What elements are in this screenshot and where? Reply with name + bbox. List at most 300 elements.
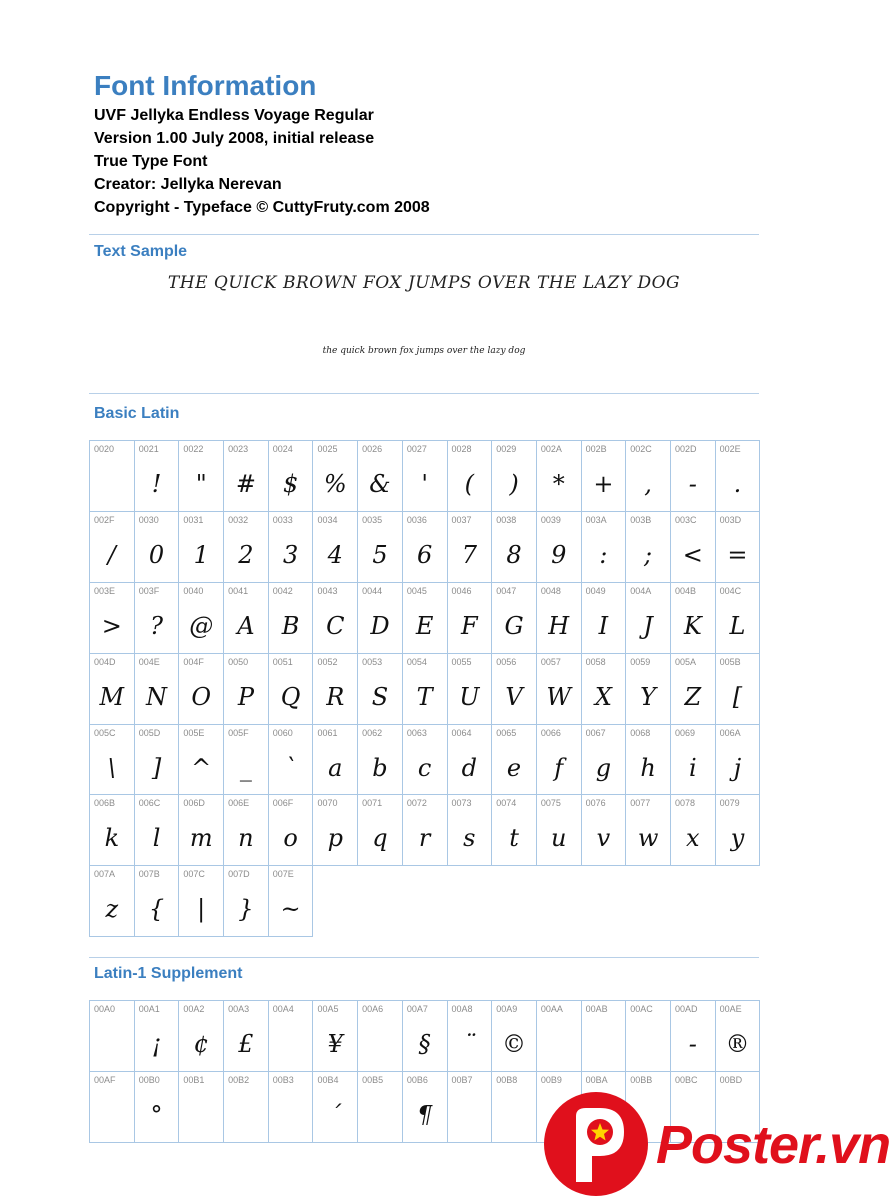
glyph-code: 00B1 [183,1074,205,1085]
glyph-char: ) [509,470,519,498]
glyph-char: D [370,611,390,640]
glyph-char: ^ [191,753,212,782]
sample-lowercase: the quick brown fox jumps over the lazy dog [322,346,526,356]
glyph-code: 0043 [317,585,338,596]
glyph-row [90,654,760,725]
glyph-cell [626,1001,671,1072]
glyph-char: % [323,470,347,498]
glyph-code: 007A [94,869,116,880]
glyph-cell [269,441,314,512]
font-name: UVF Jellyka Endless Voyage Regular [94,107,374,124]
glyph-code: 0037 [451,514,472,525]
glyph-code: 0031 [183,514,204,525]
glyph-cell [224,795,269,866]
glyph-cell [90,866,135,937]
glyph-cell [448,1072,493,1143]
glyph-cell [492,795,537,866]
glyph-char: 0 [148,540,165,569]
glyph-code: 0066 [540,727,561,738]
glyph-cell [403,1001,448,1072]
glyph-char: ] [151,753,162,782]
glyph-grid-basic-latin [89,440,760,937]
glyph-char: ' [421,470,428,498]
glyph-char: g [595,753,612,782]
glyph-code: 004D [94,656,116,667]
glyph-cell [313,654,358,725]
glyph-cell [716,654,761,725]
glyph-code: 0041 [228,585,249,596]
glyph-code: 00B9 [540,1074,562,1085]
glyph-cell [626,795,671,866]
glyph-code: 00A4 [272,1004,294,1014]
glyph-char: > [101,611,122,640]
glyph-code: 0042 [272,585,293,596]
glyph-char: T [416,682,433,711]
glyph-cell [90,725,135,796]
glyph-code: 00A9 [496,1004,518,1014]
glyph-cell [313,441,358,512]
glyph-code: 0079 [719,798,740,809]
glyph-row [90,583,760,654]
glyph-cell [716,1001,761,1072]
glyph-char: 8 [506,540,522,569]
glyph-char: * [552,470,565,498]
glyph-code: 0025 [317,444,338,454]
glyph-code: 006E [228,798,250,809]
glyph-cell [135,866,180,937]
glyph-code: 0054 [406,656,427,667]
section-heading-text-sample: Text Sample [94,243,188,260]
glyph-char: X [594,682,612,711]
glyph-cell [626,512,671,583]
glyph-cell [537,1001,582,1072]
glyph-row [90,795,760,866]
glyph-cell [313,1001,358,1072]
glyph-cell [269,654,314,725]
glyph-cell [671,583,716,654]
glyph-code: 002F [94,514,115,525]
glyph-cell [269,725,314,796]
glyph-cell [179,1001,224,1072]
glyph-cell [448,512,493,583]
glyph-code: 0075 [540,798,561,809]
glyph-char: { [148,895,165,924]
glyph-code: 00BA [585,1074,608,1085]
glyph-code: 00A6 [362,1004,384,1014]
glyph-code: 0056 [496,656,517,667]
glyph-code: 004F [183,656,204,667]
glyph-char: \ [107,753,116,782]
glyph-char: N [146,682,168,711]
glyph-cell [358,441,403,512]
glyph-char: I [598,611,609,640]
glyph-char: l [152,824,161,853]
glyph-cell [90,441,135,512]
glyph-char: ° [150,1100,163,1129]
glyph-code: 003A [585,514,607,525]
glyph-cell [90,795,135,866]
glyph-code: 003C [674,514,697,525]
glyph-code: 00A5 [317,1004,339,1014]
glyph-char: k [104,824,120,853]
glyph-code: 0062 [362,727,383,738]
glyph-code: 004A [630,585,652,596]
glyph-char: [ [732,682,743,711]
glyph-cell [403,654,448,725]
glyph-char: ´ [329,1100,342,1129]
glyph-char: p [327,824,343,853]
glyph-char: R [326,682,345,711]
glyph-code: 004E [138,656,160,667]
glyph-code: 00B3 [272,1074,294,1085]
glyph-cell [224,654,269,725]
glyph-code: 0040 [183,585,204,596]
glyph-char: J [643,611,653,640]
glyph-code: 006F [272,798,294,809]
glyph-char: 6 [417,540,433,569]
glyph-code: 0071 [362,798,383,809]
glyph-code: 0022 [183,444,204,454]
glyph-cell [716,795,761,866]
glyph-code: 007D [228,869,250,880]
glyph-char: f [554,753,564,782]
glyph-code: 00B8 [496,1074,518,1085]
glyph-row [90,441,760,512]
glyph-code: 0039 [540,514,561,525]
glyph-code: 0030 [138,514,159,525]
glyph-row [90,1001,760,1072]
glyph-cell [537,512,582,583]
glyph-code: 00AC [630,1004,653,1014]
glyph-cell [90,583,135,654]
glyph-code: 0024 [272,444,293,454]
glyph-code: 0067 [585,727,606,738]
glyph-code: 0021 [138,444,159,454]
glyph-code: 00A3 [228,1004,250,1014]
glyph-char: m [189,824,213,853]
glyph-cell [403,795,448,866]
glyph-code: 00AE [719,1004,742,1014]
glyph-cell [537,725,582,796]
glyph-char: r [418,824,431,853]
glyph-cell [358,512,403,583]
glyph-char: £ [238,1030,254,1058]
glyph-cell [448,1001,493,1072]
glyph-char: 9 [551,540,567,569]
glyph-code: 007C [183,869,205,880]
glyph-code: 0063 [406,727,427,738]
glyph-cell [582,583,627,654]
glyph-code: 004C [719,585,742,596]
divider [89,393,759,394]
glyph-char: ! [151,470,162,498]
glyph-cell [358,1001,403,1072]
glyph-char: b [372,753,388,782]
glyph-code: 0050 [228,656,249,667]
glyph-char: d [461,753,478,782]
glyph-char: q [372,824,388,853]
divider [89,234,759,235]
glyph-char: ? [150,611,163,640]
glyph-row [90,725,760,796]
glyph-code: 0058 [585,656,606,667]
glyph-cell [179,725,224,796]
glyph-code: 0038 [496,514,517,525]
glyph-char: ¶ [417,1100,433,1129]
glyph-cell [537,583,582,654]
glyph-cell [626,441,671,512]
glyph-code: 00A0 [94,1004,116,1014]
glyph-cell [269,866,314,937]
glyph-cell [313,512,358,583]
glyph-code: 0068 [630,727,651,738]
glyph-cell [135,654,180,725]
glyph-char: 5 [372,540,388,569]
glyph-code: 002E [719,444,741,454]
glyph-cell [179,441,224,512]
glyph-char: 1 [193,540,209,569]
glyph-cell [179,583,224,654]
glyph-cell [313,1072,358,1143]
glyph-code: 003F [138,585,160,596]
glyph-char: . [733,470,742,498]
glyph-code: 0074 [496,798,517,809]
glyph-code: 0023 [228,444,249,454]
glyph-cell [537,441,582,512]
glyph-char: @ [189,611,214,640]
glyph-cell [626,725,671,796]
glyph-char: ¢ [193,1030,209,1058]
glyph-code: 006C [138,798,161,809]
glyph-char: u [550,824,567,853]
glyph-char: V [505,682,523,711]
glyph-cell [358,1072,403,1143]
glyph-char: 7 [461,540,477,569]
glyph-char: W [546,682,572,711]
watermark-logo [544,1092,890,1196]
glyph-cell [403,583,448,654]
glyph-row [90,866,760,937]
section-heading-basic-latin: Basic Latin [94,405,180,422]
glyph-code: 0053 [362,656,383,667]
glyph-cell [224,725,269,796]
glyph-char: - [688,470,697,498]
font-version: Version 1.00 July 2008, initial release [94,130,375,147]
glyph-code: 0055 [451,656,472,667]
glyph-code: 00BD [719,1074,743,1085]
glyph-code: 004B [674,585,696,596]
glyph-code: 0078 [674,798,695,809]
glyph-cell [671,654,716,725]
glyph-code: 006B [94,798,116,809]
glyph-code: 00AD [674,1004,698,1014]
glyph-char: Q [280,682,301,711]
glyph-char: H [548,611,570,640]
glyph-char: G [504,611,524,640]
glyph-char: Y [640,682,657,711]
glyph-code: 003B [630,514,652,525]
glyph-cell [358,725,403,796]
glyph-code: 0059 [630,656,651,667]
glyph-code: 00B6 [406,1074,428,1085]
glyph-char: e [506,753,522,782]
glyph-cell [448,441,493,512]
glyph-char: _ [239,753,252,782]
glyph-cell [224,441,269,512]
glyph-cell [671,1001,716,1072]
glyph-code: 00BC [674,1074,698,1085]
glyph-code: 00BB [630,1074,653,1085]
glyph-row [90,512,760,583]
glyph-cell [224,866,269,937]
glyph-code: 0060 [272,727,293,738]
divider [89,957,759,958]
glyph-cell [90,1001,135,1072]
glyph-cell [448,725,493,796]
glyph-cell [224,512,269,583]
glyph-code: 0076 [585,798,606,809]
glyph-code: 0057 [540,656,561,667]
glyph-cell [492,654,537,725]
glyph-cell [224,583,269,654]
glyph-cell [90,512,135,583]
font-copyright: Copyright - Typeface © CuttyFruty.com 2008 [94,199,430,216]
glyph-cell [448,795,493,866]
glyph-code: 0029 [496,444,517,454]
glyph-char: ¥ [327,1030,343,1058]
glyph-cell [269,512,314,583]
glyph-char: F [461,611,478,640]
glyph-cell [179,866,224,937]
glyph-char: | [197,895,206,924]
glyph-cell [269,1001,314,1072]
font-type: True Type Font [94,153,208,170]
glyph-cell [135,1072,180,1143]
glyph-code: 00AB [585,1004,608,1014]
glyph-cell [537,654,582,725]
glyph-code: 00AA [540,1004,563,1014]
glyph-code: 005C [94,727,116,738]
glyph-char: ® [725,1030,750,1058]
glyph-code: 005E [183,727,205,738]
glyph-char: L [729,611,746,640]
glyph-char: ` [284,753,297,782]
glyph-cell [135,583,180,654]
glyph-char: y [730,824,745,853]
glyph-char: E [415,611,434,640]
glyph-cell [492,583,537,654]
glyph-char: © [502,1030,527,1058]
glyph-cell [492,1072,537,1143]
glyph-char: n [238,824,254,853]
glyph-code: 0072 [406,798,427,809]
glyph-cell [224,1001,269,1072]
glyph-cell [358,795,403,866]
p-star-logo-icon [544,1092,648,1196]
section-heading-latin-1: Latin-1 Supplement [94,965,243,982]
glyph-code: 0049 [585,585,606,596]
glyph-cell [269,795,314,866]
glyph-char: , [644,470,652,498]
glyph-cell [90,1072,135,1143]
glyph-code: 0073 [451,798,472,809]
glyph-code: 0028 [451,444,472,454]
glyph-code: 0051 [272,656,293,667]
glyph-code: 00A7 [406,1004,428,1014]
glyph-char: 2 [238,540,254,569]
glyph-cell [135,725,180,796]
glyph-cell [179,654,224,725]
glyph-cell [403,725,448,796]
glyph-cell [582,441,627,512]
glyph-code: 002D [674,444,697,454]
glyph-char: ¡ [151,1030,162,1058]
glyph-cell [90,654,135,725]
glyph-cell [403,441,448,512]
glyph-code: 00A8 [451,1004,473,1014]
glyph-char: ~ [280,895,301,924]
glyph-cell [358,583,403,654]
glyph-char: o [283,824,298,853]
glyph-char: : [599,540,608,569]
glyph-cell [135,441,180,512]
glyph-cell [492,512,537,583]
glyph-char: s [463,824,476,853]
glyph-char: & [369,470,391,498]
glyph-code: 002C [630,444,652,454]
sample-uppercase: THE QUICK BROWN FOX JUMPS OVER THE LAZY DOG [167,273,681,293]
glyph-char: ¨ [463,1030,476,1058]
glyph-code: 005F [228,727,249,738]
glyph-cell [626,654,671,725]
glyph-code: 0070 [317,798,338,809]
glyph-char: t [509,824,519,853]
glyph-cell [492,725,537,796]
glyph-char: c [417,753,432,782]
glyph-char: / [107,540,116,569]
glyph-char: - [688,1030,697,1058]
glyph-char: Z [684,682,702,711]
glyph-cell [492,441,537,512]
glyph-char: w [637,824,659,853]
glyph-char: U [459,682,480,711]
glyph-cell [313,795,358,866]
glyph-cell [716,441,761,512]
glyph-char: x [686,824,700,853]
glyph-code: 0027 [406,444,427,454]
glyph-code: 00B4 [317,1074,339,1085]
glyph-cell [582,512,627,583]
glyph-cell [448,654,493,725]
glyph-code: 00B2 [228,1074,250,1085]
glyph-char: i [688,753,697,782]
glyph-code: 0052 [317,656,338,667]
glyph-code: 0035 [362,514,383,525]
glyph-char: # [235,470,256,498]
glyph-code: 0045 [406,585,427,596]
font-info-block [94,104,430,219]
glyph-char: v [596,824,611,853]
glyph-code: 0036 [406,514,427,525]
glyph-code: 0033 [272,514,293,525]
glyph-cell [179,512,224,583]
glyph-cell [179,1072,224,1143]
glyph-char: ( [464,470,475,498]
glyph-code: 007E [272,869,294,880]
glyph-code: 0046 [451,585,472,596]
glyph-code: 003E [94,585,116,596]
glyph-code: 0065 [496,727,517,738]
